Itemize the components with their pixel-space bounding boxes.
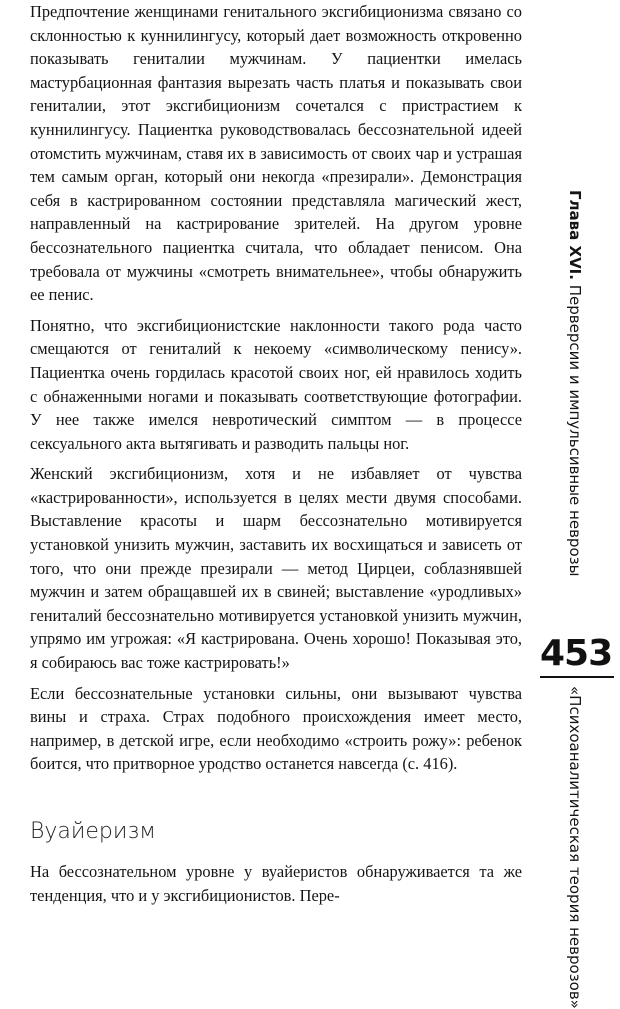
section-heading: Вуайеризм xyxy=(30,819,156,844)
section-paragraph: На бессознательном уровне у вуайеристов обнаруживается та же тенденция, что и у эксгибиционистов. Пере- xyxy=(30,862,522,905)
paragraph-4: Если бессознательные установки сильны, они вызывают чувства вины и страха. Страх подобного происхождения имеет место, например, в детской игре, если необходимо «строить рожу»: ребенок боится, что притворное уродство останется навсегда (с. 416). xyxy=(30,683,522,774)
paragraph-2: Понятно, что эксгибиционистские наклонности такого рода часто смещаются от гениталий к некоему «символическому пенису». Пациентка очень гордилась красотой своих ног, ей нравилось ходить с обнаженными ногами и показывать соответствующие фотографии. У нее также имелся невротический симптом — в процессе сексуального акта вытягивать и разводить пальцы ног. xyxy=(30,315,522,453)
page-number: 453 xyxy=(540,633,613,674)
running-header-sidebar xyxy=(536,190,596,1009)
paragraph-3: Женский эксгибиционизм, хотя и не избавляет от чувства «кастрированности», используется в целях мести двумя способами. Выставление красоты и шарм бессознательно мотивируется установкой унизить мужчин, заставить их восхищаться и зависеть от того, что они прежде презирали — метод Цирцеи, соблазнявшей мужчин и затем обращавшей их в свиней; выставление «уродливых» гениталий бессознательно мотивируется установкой унизить мужчин, упрямо им угрожая: «Я кастрирована. Очень хорошо! Показывая это, я собираюсь вас тоже кастрировать!» xyxy=(30,464,522,673)
text-column xyxy=(30,0,522,907)
chapter-title: Перверсии и импульсивные неврозы xyxy=(566,284,584,577)
chapter-running-header xyxy=(566,190,584,576)
chapter-label: Глава XVI. xyxy=(566,190,584,280)
page-number-rule xyxy=(540,676,614,678)
paragraph-1: Предпочтение женщинами генитального эксгибиционизма связано со склонностью к куннилингусу, который дает возможность откровенно показывать гениталии мужчинам. У пациентки имелась мастурбационная фантазия вырезать часть платья и показывать свои гениталии, этот эксгибиционизм сочетался с пристрастием к куннилингусу. Пациентка руководствовалась бессознательной идеей отомстить мужчинам, ставя их в зависимость от своих чар и устрашая тем самым орган, который они некогда «презирали». Демонстрация себя в кастрированном состоянии представляла магический жест, направленный на кастрирование зрителей. На другом уровне бессознательного пациентка считала, что обладает пенисом. Она требовала от мужчины «смотреть внимательнее», чтобы обнаружить ее пенис. xyxy=(30,2,522,305)
book-title: «Психоаналитическая теория неврозов» xyxy=(566,686,584,1009)
